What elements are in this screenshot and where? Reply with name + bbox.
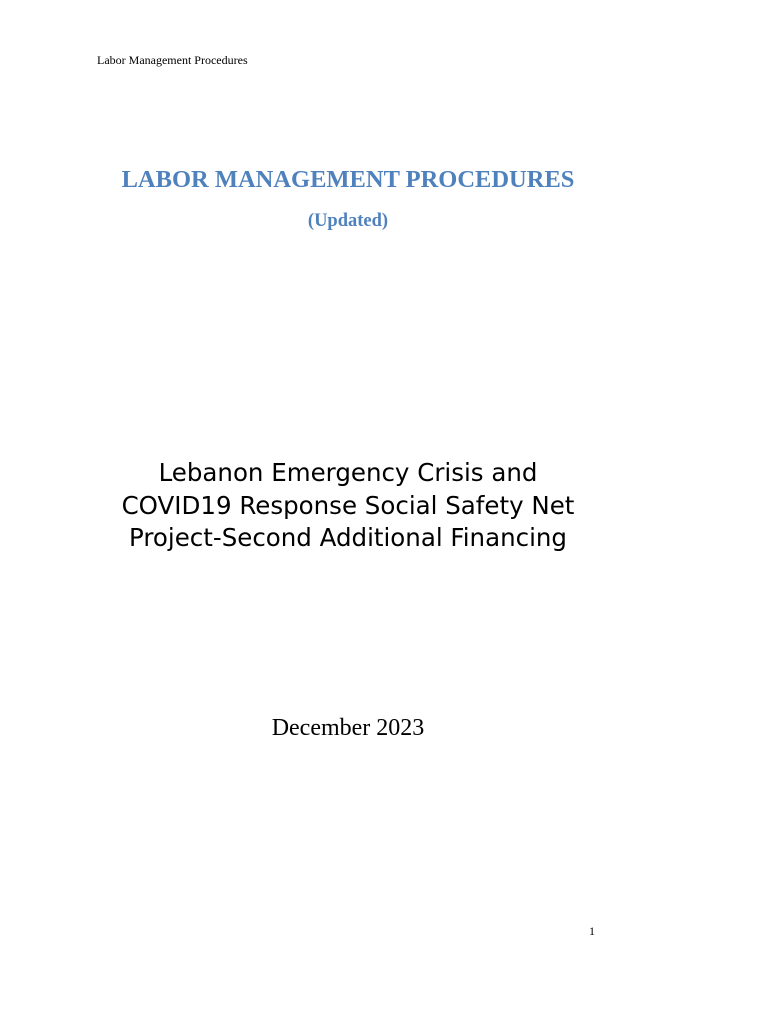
- running-header: Labor Management Procedures: [97, 53, 248, 67]
- project-title-line: Project-Second Additional Financing: [129, 523, 567, 552]
- document-date: December 2023: [271, 715, 425, 741]
- project-title-line: COVID19 Response Social Safety Net: [121, 490, 575, 520]
- document-title: LABOR MANAGEMENT PROCEDURES: [121, 166, 575, 193]
- project-title-line: Lebanon Emergency Crisis and: [158, 458, 538, 487]
- project-title: [0, 457, 696, 555]
- page-number: 1: [589, 924, 595, 938]
- document-subtitle: (Updated): [307, 211, 389, 231]
